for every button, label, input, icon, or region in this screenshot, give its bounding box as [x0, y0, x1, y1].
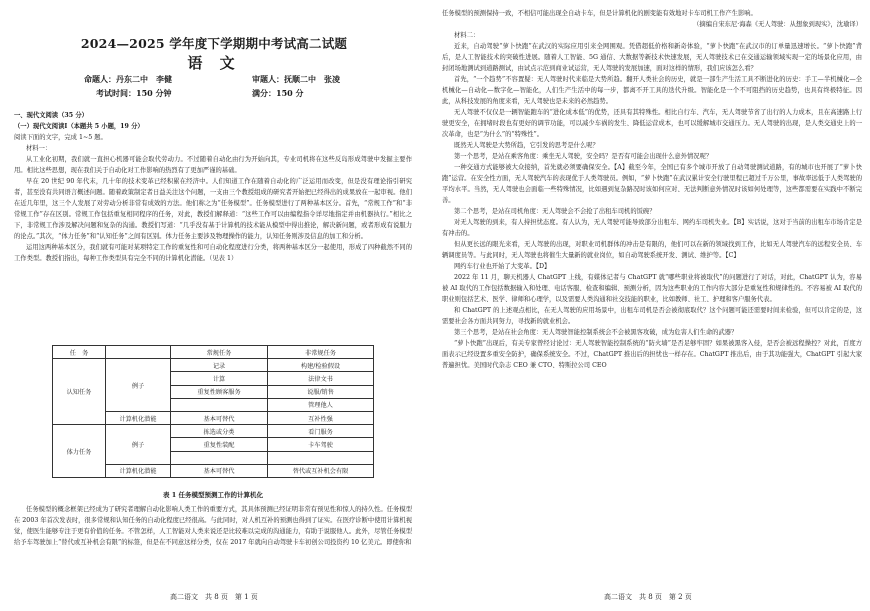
table-cell: 计算机化潜能: [106, 411, 171, 424]
table-cell: 例子: [106, 425, 171, 465]
table-cell: 替代或互补机会有限: [268, 464, 374, 477]
left-passage-bottom: [14, 504, 412, 588]
page-footer-left: 高二语文 共 8 页 第 1 页: [170, 593, 258, 601]
paragraph: 第三个思考，是站在社会角度：无人驾驶智能控制系统会不会被黑客攻破，成为危害人们生命的武器？: [454, 329, 738, 336]
paragraph: 一种交通方式能够被大众接纳，首先就必须要确保安全。【A】截至今年，全国已有多个城市开放了自动驾驶测试道路，有的城市也开展了“萝卜快跑”运营。在安全性方面，无人驾驶汽车的表现优于人类驾驶员。例如，“萝卜快跑”在武汉累计安全行驶里程已超过千万公里，事故率远低于人类驾驶的平均水平。当然，无人驾驶也会面临一些特殊情况，比如遇到复杂路况时该如何应对、无法判断意外情况时该如何处理等，这些都需要在实践中不断完善。: [442, 164, 862, 204]
table-cell: 重复性装配: [171, 438, 268, 451]
source-note: （摘编自宋东尼·海森《无人驾驶：从想象到现实》，沈瑜译）: [693, 21, 862, 28]
paragraph: 近来，自动驾驶“萝卜快跑”在武汉的实际应用引来全网围观。凭借超低价格和新奇体验，“萝卜快跑”在武汉市的订单量迅速增长。“萝卜快跑”背后，是人工智能技术的突破性进展。随着人工智能、5G 通信、大数据等新技术快速发展，无人驾驶技术已在交通运输领域实现一定的场景化应用，由封闭场地测试到道路测试，由试点示范到商业试运营，无人驾驶的发展加速，面对这样的情形，我们应该怎么看？: [442, 43, 862, 72]
table-cell: 构建/检验假设: [268, 359, 374, 372]
table-header: 任 务: [53, 346, 106, 359]
table-cell: 基本可替代: [171, 411, 268, 424]
table-cell: [171, 398, 268, 411]
right-page: [432, 0, 870, 611]
page-footer-right: 高二语文 共 8 页 第 2 页: [604, 593, 692, 601]
table-header: 非常规任务: [268, 346, 374, 359]
paragraph: 网约车行业也开始了大变革。【D】: [454, 263, 551, 270]
instruction: 阅读下面的文字，完成 1~5 题。: [14, 134, 107, 141]
table-cell: 重复性顾客服务: [171, 385, 268, 398]
table-cell: 基本可替代: [171, 464, 268, 477]
paragraph: 既然无人驾驶是大势所趋，它引发的思考是什么呢？: [454, 142, 599, 149]
table-cell: 拣选或分类: [171, 425, 268, 438]
paragraph: 但从更长远的眼光来看，无人驾驶的出现，对职业司机群体的冲击是有限的，他们可以在新的领域找到工作，比如无人驾驶汽车的远程安全员、车辆调度员等。与此同时，无人驾驶也将催生大量新的就业岗位，如自动驾驶系统开发、测试、维护等。【C】: [442, 241, 862, 259]
paragraph: 第二个思考，是站在司机角度：无人驾驶会不会抢了出租车司机的饭碗？: [454, 208, 656, 215]
reviewer-info: 审题人：抚顺二中 张凌: [252, 74, 340, 84]
paragraph: 和 ChatGPT 的上述观点相比，在无人驾驶的应用场景中，出租车司机是否会被彻底取代？这个问题可能还需要时间来检验，但可以肯定的是，这需要社会各方面共同努力，寻找新的就业机会。: [442, 307, 862, 325]
paragraph: 任务模型的预测保持一致，不相信可能出现全自动卡车，但是计算机化的剧变能有效地对卡车司机工作产生影响。: [442, 10, 757, 17]
material-label: 材料二：: [454, 32, 480, 39]
table-cell: 记录: [171, 359, 268, 372]
table-cell: 认知任务: [53, 359, 106, 425]
paragraph: 早在 20 世纪 90 年代末，几十年的技术变革已经积累在经济中。人们知道工作在随着自动化的广泛运用而改变，但是没有理论指引研究者，甚至没有共同语言概述问题。随着政策制定者日益关注这个问题，一支由三个教授组成的研究者开始把已经得出的成果放在一起审视。他们在近几年里，这三个人发展了对劳动分析非常有成效的方法。他们称之为“任务模型”。任务模型进行了两种基本区分。首先，“常规工作”和“非常规工作”存在区别。常规工作包括重复相同程序的任务，对此，教授们解释道：“这些工作可以由编程指令详尽地指定并由机器执行。”相比之下，非常规工作涉及解决问题和复杂的沟通。教授们写道：“几乎没有基于计算机的技术能从模型中得出推论，解决新问题，或者形成有说服力的论点。”其次，“体力任务”和“认知任务”之间有区别。体力任务主要涉及物理操作的能力，认知任务则涉及信息的加工和分析。: [14, 178, 412, 240]
material-label: 材料一：: [26, 145, 52, 152]
subsection-heading: （一）现代文阅读Ⅰ（本题共 5 小题，19 分）: [14, 123, 144, 130]
paragraph: 2022 年 11 月，聊天机器人 ChatGPT 上线，有媒体记者与 ChatGPT 就“哪些职业将被取代”的问题进行了对话，对此，ChatGPT 认为，容易被 AI 取代的工作包括数据输入和处理、电话客服、检查和编辑、预测分析，因为这些职业的工作内容大部分是重复性和规律性的。不容易被 AI 取代的职业则包括艺术、医学、律师和心理学，以及需要人类沟通和社交技能的职业，比如教师、社工、护理和客户服务代表。: [442, 274, 862, 303]
table-cell: 说服/销售: [268, 385, 374, 398]
table-header: 常规任务: [171, 346, 268, 359]
exam-score: 满分：150 分: [252, 88, 304, 98]
table-cell: 计算机化潜能: [106, 464, 171, 477]
paragraph: 运用这两种基本区分，我们就有可能对某项特定工作的重复性和可自动化程度进行分类，将两种基本区分一起使用，形成了四种截然不同的工作类型。教授们指出，每种工作类型具有完全不同的计算机化潜能。（见表 1）: [14, 244, 412, 262]
paragraph: 任务模型的概念框架已经成为了研究者理解自动化影响人类工作的重要方式，其具体预测已经证明非常有预见性和惊人的持久性。任务模型在 2003 年首次发表时，很多常规和认知任务的自动化程度已经很高。与此同时，对人机互补的预测也得到了证实。在医疗诊断中使用计算机视觉，使医生能够专注于更有价值的任务。不管怎样，人工智能对人类来说还是比较难以完成的沟通能力，有助于说服他人。此外，尽管任务模型给予车驾驶加上“替代或互补机会有限”的标签，但是在不同意这样分类，仅在 2017 年就向自动驾驶卡车初创公司投资约 10 亿美元。即使你和: [14, 506, 412, 546]
left-passage-top: [14, 110, 412, 340]
table-cell: 卡车驾驶: [268, 438, 374, 451]
table-cell: 法律文书: [268, 372, 374, 385]
right-passage: [442, 8, 862, 586]
left-page: [0, 0, 428, 611]
paragraph: 无人驾驶不仅仅是一辆智能跑车的“进化成本低”的优势，还具有其特殊性。相比自行车、汽车，无人驾驶节省了出行的人力成本，且在高速路上行驶更安全，在拥堵时段也有更好的调节功能，可以减少车祸的发生、降低运营成本，也可以缓解城市交通压力。无人驾驶的出现，是人类交通史上的一次革命，也是“为什么”的“特殊性”。: [442, 109, 862, 138]
table-cell: 看门服务: [268, 425, 374, 438]
paragraph: 首先，“一个趋势”不容置疑：无人驾驶时代来临是大势所趋。翻开人类社会的历史，就是一部生产生活工具不断进化的历史：手工—半机械化—全机械化—自动化—数字化—智能化，人们生产生活中的每一步，都离不开工具的迭代升级。智能化是一个不可阻挡的历史趋势，也具有终极特征。因此，从科技发展的角度来看，无人驾驶也是未来的必然趋势。: [442, 76, 862, 105]
paragraph: 对无人驾驶的到来，有人持担忧态度。有人认为，无人驾驶可能导致部分出租车、网约车司机失业。【B】实话说，这对于当前的出租车市场肯定是有冲击的。: [442, 219, 862, 237]
table-caption: 表 1 任务模型预测工作的计算机化: [162, 491, 264, 499]
table-cell: 管理他人: [268, 398, 374, 411]
task-model-table: [52, 345, 374, 478]
table-cell: 例子: [106, 359, 171, 412]
table-cell: 计算: [171, 372, 268, 385]
subject-title: 语 文: [187, 54, 241, 72]
setter-info: 命题人：丹东二中 李健: [84, 74, 172, 84]
table-cell: 体力任务: [53, 425, 106, 478]
table-cell: [268, 451, 374, 464]
exam-time: 考试时间：150 分钟: [96, 88, 172, 98]
table-cell: [171, 451, 268, 464]
table-cell: 互补性强: [268, 411, 374, 424]
paragraph: “萝卜快跑”出现后，有关专家曾经讨论过：无人驾驶智能控制系统的“防火墙”是否足够牢固？如果被黑客入侵，是否会被远程操控？对此，百度方面表示已经设置多重安全防护，确保系统安全。不过，ChatGPT 推出后的担忧也一样存在。ChatGPT 推出后，由于其功能强大，ChatGPT 引起大家普遍担忧。美国时代杂志 CEO 兼 CTO、特斯拉公司 CEO: [442, 340, 862, 369]
paragraph: 从工业化初期，我们就一直担心机器可能会取代劳动力。不过随着自动化由行为开始向其，专业司机将在这些反岛形成驾驶中发掘主要作用。相比这些思想，现在我们关于自动化对工作影响的热烈有了更加严谨的基础。: [14, 156, 412, 174]
section-heading: 一、现代文阅读（35 分）: [14, 112, 88, 119]
paragraph: 第一个思考，是站在乘客角度：乘坐无人驾驶，安全吗？是否有可能会出现什么意外情况呢？: [454, 153, 713, 160]
table-header: [106, 346, 171, 359]
exam-title: 2024—2025 学年度下学期期中考试高二试题: [80, 36, 348, 51]
